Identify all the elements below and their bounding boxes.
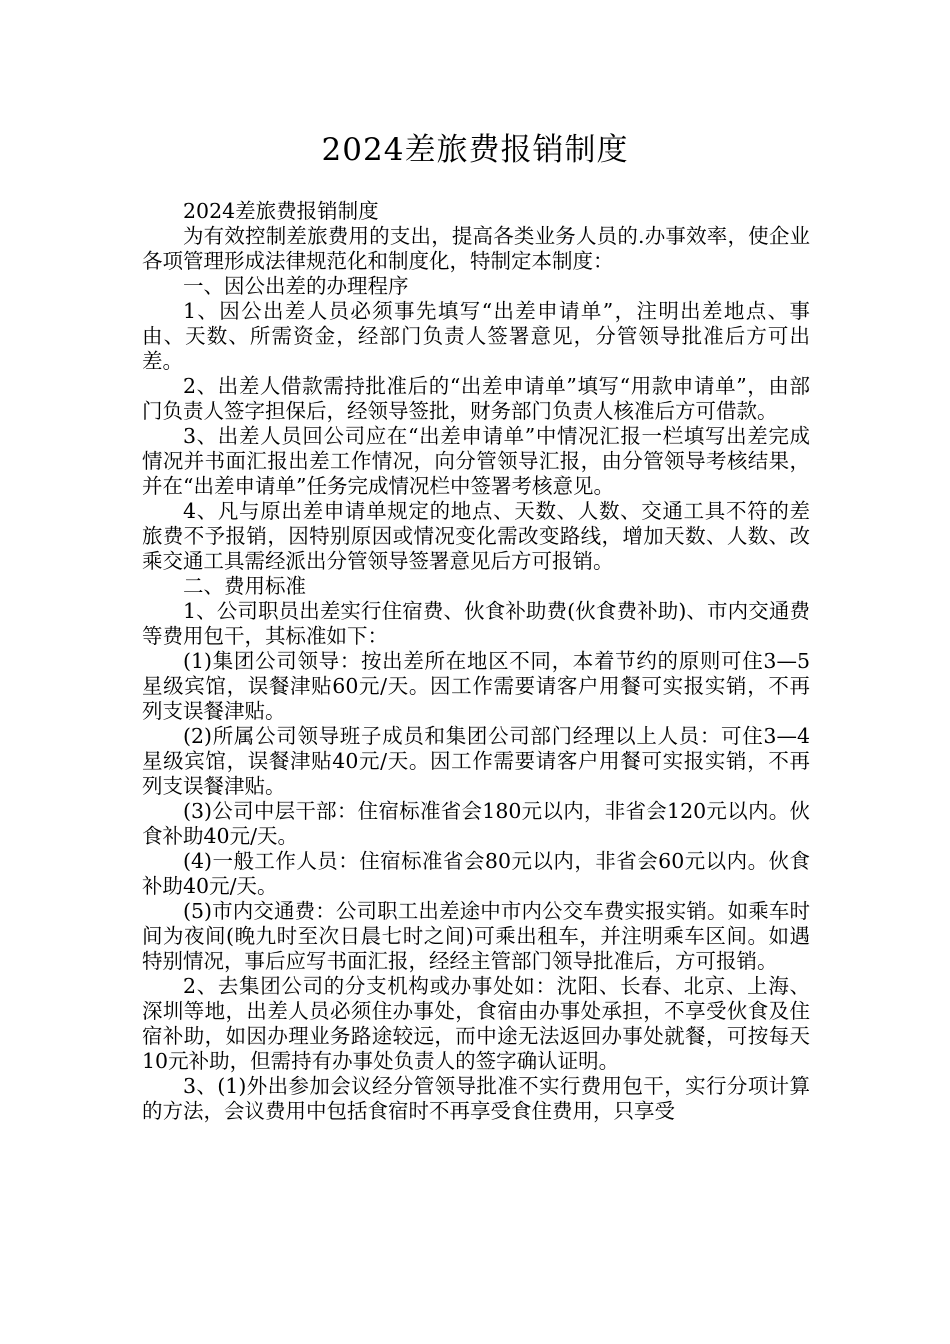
paragraph-procedure-3: 3、出差人员回公司应在“出差申请单”中情况汇报一栏填写出差完成情况并书面汇报出差工作情况，向分管领导汇报，由分管领导考核结果，并在“出差申请单”任务完成情况栏中签署考核意见。 bbox=[142, 424, 810, 498]
paragraph-procedure-1: 1、因公出差人员必须事先填写“出差申请单”，注明出差地点、事由、天数、所需资金，经部门负责人签署意见，分管领导批准后方可出差。 bbox=[142, 299, 810, 373]
paragraph-standard-middle-managers: (3)公司中层干部：住宿标准省会180元以内，非省会120元以内。伙食补助40元/天。 bbox=[142, 799, 810, 848]
paragraph-subtitle: 2024差旅费报销制度 bbox=[183, 199, 379, 223]
paragraph-standards-1: 1、公司职员出差实行住宿费、伙食补助费(伙食费补助)、市内交通费等费用包干，其标准如下： bbox=[142, 599, 810, 648]
document-title: 2024差旅费报销制度 bbox=[321, 132, 629, 168]
document-body bbox=[142, 199, 810, 1124]
paragraph-standard-city-transport: (5)市内交通费：公司职工出差途中市内公交车费实报实销。如乘车时间为夜间(晚九时至次日晨七时之间)可乘出租车，并注明乘车区间。如遇特别情况，事后应写书面汇报，经经主管部门领导批准后，方可报销。 bbox=[142, 899, 810, 973]
paragraph-standard-group-leaders: (1)集团公司领导：按出差所在地区不同，本着节约的原则可住3—5星级宾馆，误餐津贴60元/天。因工作需要请客户用餐可实报实销，不再列支误餐津贴。 bbox=[142, 649, 810, 723]
section-heading-standards: 二、费用标准 bbox=[183, 574, 306, 598]
section-heading-procedure: 一、因公出差的办理程序 bbox=[183, 274, 409, 298]
paragraph-standard-general-staff: (4)一般工作人员：住宿标准省会80元以内，非省会60元以内。伙食补助40元/天。 bbox=[142, 849, 810, 898]
paragraph-intro: 为有效控制差旅费用的支出，提高各类业务人员的.办事效率，使企业各项管理形成法律规范化和制度化，特制定本制度： bbox=[142, 224, 810, 273]
paragraph-procedure-4: 4、凡与原出差申请单规定的地点、天数、人数、交通工具不符的差旅费不予报销，因特别原因或情况变化需改变路线，增加天数、人数、改乘交通工具需经派出分管领导签署意见后方可报销。 bbox=[142, 499, 810, 573]
paragraph-standards-3: 3、(1)外出参加会议经分管领导批准不实行费用包干，实行分项计算的方法，会议费用中包括食宿时不再享受食住费用，只享受 bbox=[142, 1074, 810, 1123]
paragraph-standard-subsidiary-leaders: (2)所属公司领导班子成员和集团公司部门经理以上人员：可住3—4星级宾馆，误餐津贴40元/天。因工作需要请客户用餐可实报实销，不再列支误餐津贴。 bbox=[142, 724, 810, 798]
paragraph-procedure-2: 2、出差人借款需持批准后的“出差申请单”填写“用款申请单”，由部门负责人签字担保后，经领导签批，财务部门负责人核准后方可借款。 bbox=[142, 374, 810, 423]
paragraph-standards-2: 2、去集团公司的分支机构或办事处如：沈阳、长春、北京、上海、深圳等地，出差人员必须住办事处，食宿由办事处承担，不享受伙食及住宿补助，如因办理业务路途较远，而中途无法返回办事处就餐，可按每天10元补助，但需持有办事处负责人的签字确认证明。 bbox=[142, 974, 810, 1073]
